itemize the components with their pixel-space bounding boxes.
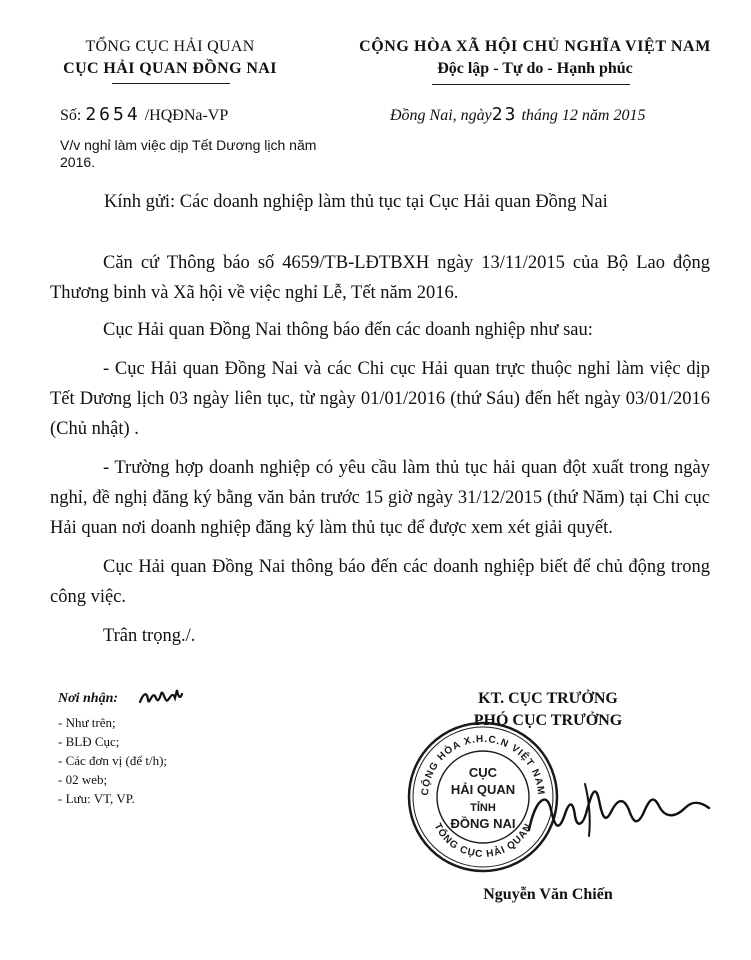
recipient-item: - BLĐ Cục; [58,734,120,749]
date-month-year: tháng 12 năm 2015 [521,107,646,124]
seal-line-3: TỈNH [470,802,496,814]
signature-title: KT. CỤC TRƯỞNG [478,690,618,707]
initials-mark [138,686,184,710]
place-label: Đồng Nai, ngày [390,107,492,124]
parent-agency: TỔNG CỤC HẢI QUAN [85,38,255,55]
motto-underline [432,84,630,85]
seal-line-1: CỤC [468,765,498,780]
recipient-item: - Các đơn vị (để t/h); [58,753,168,768]
agency-name: CỤC HẢI QUAN ĐỒNG NAI [63,60,277,77]
seal-line-2: HẢI QUAN [450,782,516,797]
country-name: CỘNG HÒA XÃ HỘI CHỦ NGHĨA VIỆT NAM [359,38,711,55]
signer-name: Nguyễn Văn Chiến [483,886,613,903]
body-paragraph: Căn cứ Thông báo số 4659/TB-LĐTBXH ngày 13/11/2015 của Bộ Lao động Thương binh và Xã hội về việc nghỉ Lễ, Tết năm 2016. [50,253,710,303]
seal-bottom-text: TỔNG CỤC HẢI QUAN [431,821,535,861]
seal-line-4: ĐỒNG NAI [450,816,516,831]
recipient-item: - 02 web; [58,772,108,787]
body-paragraph: - Trường hợp doanh nghiệp có yêu cầu làm thủ tục hải quan đột xuất trong ngày nghỉ, đề nghị đăng ký bằng văn bản trước 15 giờ ngày 31/12/2015 (thứ Năm) tại Chi cục Hải quan nơi doanh nghiệp đăng ký làm thủ tục để được xem xét giải quyết. [50,458,710,538]
document-number [60,104,228,125]
recipients-title: Nơi nhận: [58,691,119,706]
number-prefix: Số: [60,107,82,124]
recipient-item: - Như trên; [58,715,116,730]
body-paragraph: Cục Hải quan Đồng Nai thông báo đến các doanh nghiệp biết để chủ động trong công việc. [50,557,710,607]
document-body [50,248,710,660]
number-suffix: /HQĐNa-VP [144,107,229,124]
seal-outer-text: CỘNG HÒA X.H.C.N VIỆT NAM [419,733,547,797]
document-subject: V/v nghỉ làm việc dịp Tết Dương lịch năm 2016. [60,137,317,170]
number-value: 2654 [85,104,141,125]
body-paragraph: Cục Hải quan Đồng Nai thông báo đến các doanh nghiệp như sau: [103,320,593,340]
date-day: 23 [491,104,518,125]
handwritten-signature [525,770,715,850]
agency-underline [112,83,230,84]
recipients-list [58,713,167,808]
body-paragraph: - Cục Hải quan Đồng Nai và các Chi cục Hải quan trực thuộc nghỉ làm việc dịp Tết Dương lịch 03 ngày liên tục, từ ngày 01/01/2016 (thứ Sáu) đến hết ngày 03/01/2016 (Chủ nhật) . [50,359,710,439]
national-motto: Độc lập - Tự do - Hạnh phúc [437,60,633,77]
recipient-line: Kính gửi: Các doanh nghiệp làm thủ tục tại Cục Hải quan Đồng Nai [104,192,608,212]
signature-position: PHÓ CỤC TRƯỞNG [473,712,623,729]
place-date [390,104,645,125]
recipient-item: - Lưu: VT, VP. [58,791,135,806]
body-paragraph: Trân trọng./. [103,626,196,646]
